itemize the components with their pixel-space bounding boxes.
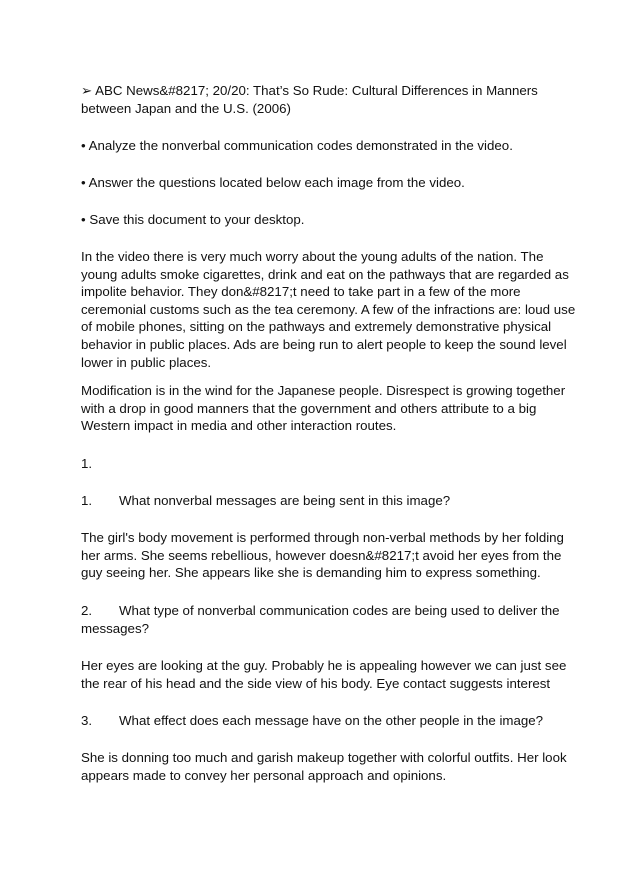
question-text: What type of nonverbal communication codes are being used to deliver the messages? <box>81 603 560 636</box>
bullet-answer: • Answer the questions located below each image from the video. <box>81 175 465 190</box>
paragraph-modification: Modification is in the wind for the Japanese people. Disrespect is growing together with a drop in good manners that the government and others attribute to a big Western impact in media and other interaction routes. <box>81 383 566 434</box>
question-text: What effect does each message have on the other people in the image? <box>119 713 544 728</box>
paragraph-youth-behavior: In the video there is very much worry about the young adults of the nation. The young adults smoke cigarettes, drink and eat on the pathways that are regarded as impolite behavior. They don&#8217;t need to take part in a few of the more ceremonial customs such as the tea ceremony. A few of the infractions are: loud use of mobile phones, sitting on the pathways and extremely demonstrative physical behavior in public places. Ads are being run to alert people to keep the sound level lower in public places. <box>81 249 576 370</box>
question-number: 3. <box>81 713 93 728</box>
answer-1: The girl's body movement is performed through non-verbal methods by her folding her arms. She seems rebellious, however doesn&#8217;t avoid her eyes from the guy seeing her. She appears like she is demanding him to express something. <box>81 530 564 581</box>
question-number: 1. <box>81 493 93 508</box>
bullet-save: • Save this document to your desktop. <box>81 212 305 227</box>
question-1 <box>81 492 577 510</box>
question-number: 2. <box>81 603 93 618</box>
answer-3: She is donning too much and garish makeup together with colorful outfits. Her look appears made to convey her personal approach and opinions. <box>81 750 567 783</box>
title-text: ➢ ABC News&#8217; 20/20: That’s So Rude: Cultural Differences in Manners between Japan and the U.S. (2006) <box>81 83 538 116</box>
question-text: What nonverbal messages are being sent in this image? <box>119 493 451 508</box>
question-3 <box>81 712 577 730</box>
bullet-analyze: • Analyze the nonverbal communication codes demonstrated in the video. <box>81 138 513 153</box>
document-title <box>81 82 577 117</box>
question-2 <box>81 602 577 637</box>
list-marker: 1. <box>81 456 93 471</box>
answer-2: Her eyes are looking at the guy. Probably he is appealing however we can just see the rear of his head and the side view of his body. Eye contact suggests interest <box>81 658 567 691</box>
